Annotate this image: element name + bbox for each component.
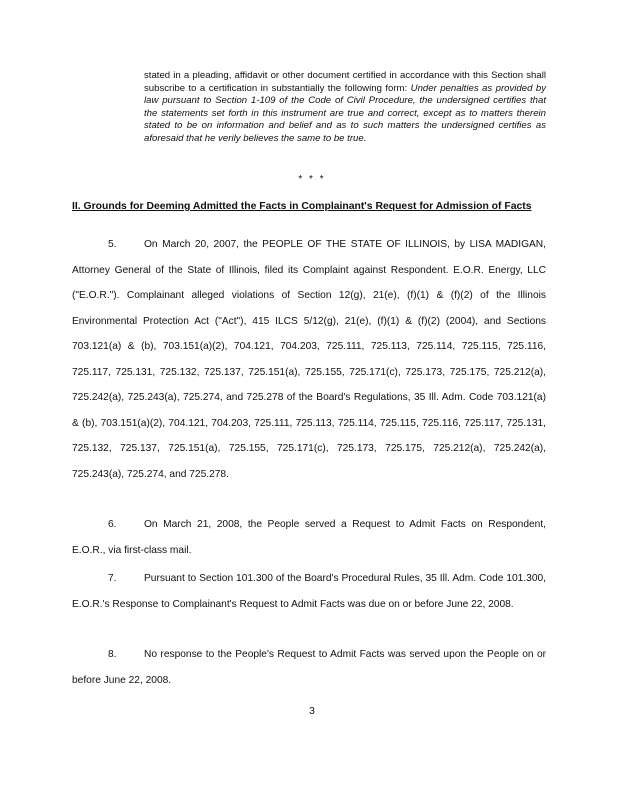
paragraph-6: [72, 512, 546, 563]
paragraph-5: [72, 232, 546, 487]
paragraph-number: 6.: [108, 519, 117, 530]
paragraph-8: [72, 642, 546, 693]
paragraph-text: On March 20, 2007, the PEOPLE OF THE STATE OF ILLINOIS, by LISA MADIGAN, Attorney General of the State of Illinois, filed its Complaint against Respondent. E.O.R. Energy, LLC ("E.O.R."). Complainant alleged violations of Section 12(g), 21(e), (f)(1) & (f)(2) of the Illinois Environmental Protection Act ("Act"), 415 ILCS 5/12(g), 21(e), (f)(1) & (f)(2) (2004), and Sections 703.121(a) & (b), 703.151(a)(2), 704.121, 704.203, 725.111, 725.113, 725.114, 725.115, 725.116, 725.117, 725.131, 725.132, 725.137, 725.151(a), 725.155, 725.171(c), 725.173, 725.175, 725.212(a), 725.242(a), 725.243(a), 725.274, and 725.278 of the Board's Regulations, 35 Ill. Adm. Code 703.121(a) & (b), 703.151(a)(2), 704.121, 704.203, 725.111, 725.113, 725.114, 725.115, 725.116, 725.117, 725.131, 725.132, 725.137, 725.151(a), 725.155, 725.171(c), 725.173, 725.175, 725.212(a), 725.242(a), 725.243(a), 725.274, and 725.278.: [72, 239, 546, 480]
page-number: 3: [309, 706, 315, 717]
section-separator: * * *: [298, 174, 326, 185]
paragraph-7: [72, 566, 546, 617]
paragraph-text: No response to the People's Request to Admit Facts was served upon the People on or before June 22, 2008.: [72, 649, 546, 686]
block-quote: [144, 70, 546, 146]
paragraph-number: 5.: [108, 239, 117, 250]
paragraph-text: Pursuant to Section 101.300 of the Board's Procedural Rules, 35 Ill. Adm. Code 101.300, E.O.R.'s Response to Complainant's Request to Admit Facts was due on or before June 22, 2008.: [72, 573, 546, 610]
section-heading: II. Grounds for Deeming Admitted the Facts in Complainant's Request for Admission of Facts: [72, 201, 532, 212]
quote-italic-text: Under penalties as provided by law pursuant to Section 1-109 of the Code of Civil Procedure, the undersigned certifies that the statements set forth in this instrument are true and correct, except as to matters therein stated to be on information and belief and as to such matters the undersigned certifies as aforesaid that he verily believes the same to be true.: [144, 82, 546, 144]
paragraph-number: 8.: [108, 649, 117, 660]
paragraph-text: On March 21, 2008, the People served a Request to Admit Facts on Respondent, E.O.R., via first-class mail.: [72, 519, 546, 556]
paragraph-number: 7.: [108, 573, 117, 584]
quote-plain-text: stated in a pleading, affidavit or other document certified in accordance with this Section shall subscribe to a certification in substantially the following form:: [144, 70, 546, 94]
